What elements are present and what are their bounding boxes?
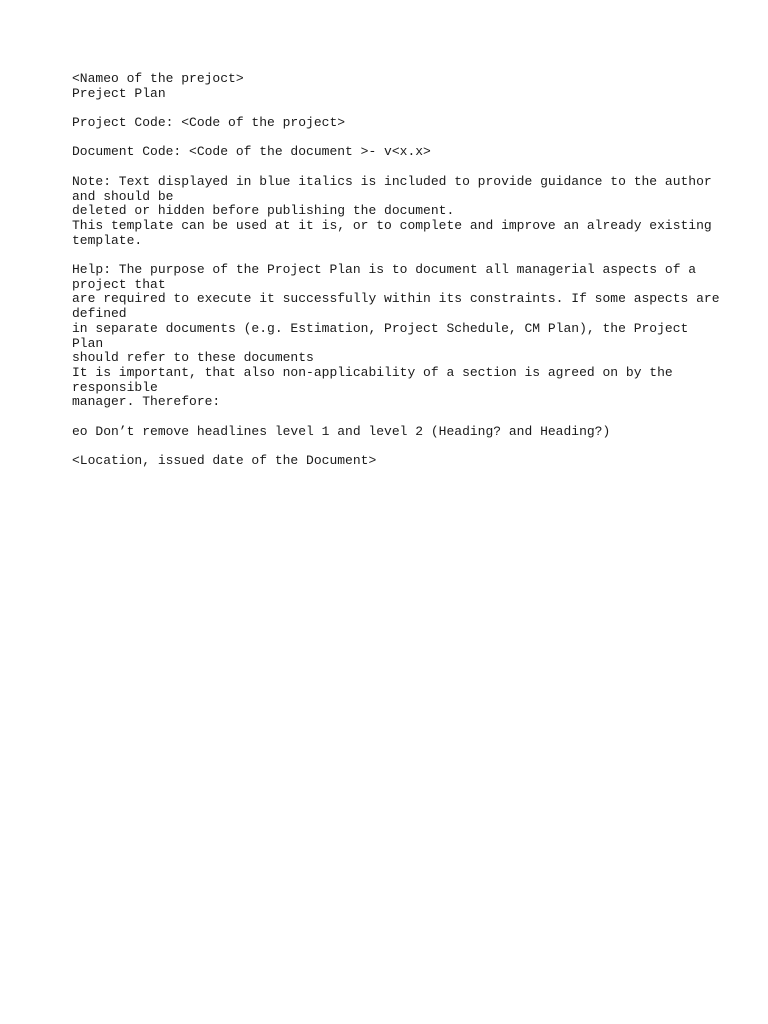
spacer <box>72 131 712 146</box>
note-line: Note: Text displayed in blue italics is included to provide guidance to the author <box>72 173 712 189</box>
help-line: It is important, that also non-applicability of a section is agreed on by the <box>72 365 673 380</box>
spacer <box>72 410 712 425</box>
help-line: Plan <box>72 335 104 351</box>
note-line: This template can be used at it is, or to complete and improve an already existing <box>72 217 712 233</box>
help-line: should refer to these documents <box>72 350 314 366</box>
help-line: in separate documents (e.g. Estimation, Project Schedule, CM Plan), the Project <box>72 320 689 336</box>
document-title: Preject Plan <box>72 85 166 101</box>
document-page <box>72 71 720 469</box>
project-name: <Nameo of the prejoct> <box>72 71 244 86</box>
location-date: <Location, issued date of the Document> <box>72 453 377 469</box>
document-code: Document Code: <Code of the document >- v<x.x> <box>72 144 431 160</box>
help-line: Help: The purpose of the Project Plan is to document all managerial aspects of a <box>72 262 697 278</box>
help-line: are required to execute it successfully within its constraints. If some aspects are <box>72 291 720 307</box>
bullet-item: eo Don’t remove headlines level 1 and level 2 (Heading? and Heading?) <box>72 423 611 439</box>
spacer <box>72 248 712 263</box>
note-line: and should be <box>72 188 174 204</box>
project-code: Project Code: <Code of the project> <box>72 115 346 131</box>
note-line: template. <box>72 232 143 248</box>
spacer <box>72 101 712 116</box>
spacer <box>72 160 712 175</box>
help-line: defined <box>72 306 127 322</box>
help-line: project that <box>72 276 166 292</box>
spacer <box>72 440 712 455</box>
note-paragraph <box>72 175 712 249</box>
help-line: responsible <box>72 379 158 395</box>
help-line: manager. Therefore: <box>72 394 221 410</box>
note-line: deleted or hidden before publishing the document. <box>72 203 455 219</box>
help-paragraph <box>72 262 720 410</box>
